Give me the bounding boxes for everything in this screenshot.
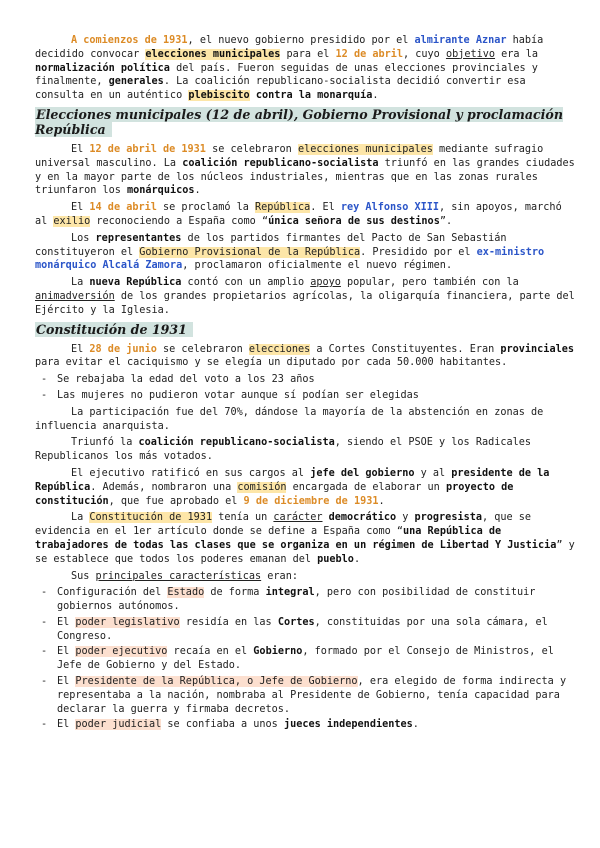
term-highlight: Presidente de la República, o Jefe de Gobierno: [75, 676, 358, 688]
text: Configuración del: [57, 587, 168, 599]
paragraph: [35, 143, 575, 198]
bold-term: una República de trabajadores de todas las clases que se organiza en un régimen de Libertad Y Justicia: [35, 526, 557, 551]
text: , proclamaron oficialmente el nuevo régimen.: [182, 260, 453, 272]
term-highlight: Constitución de 1931: [89, 512, 213, 524]
text: del país. Fueron seguidas de unas elecciones provinciales y finalmente,: [35, 62, 538, 88]
term-highlight: Estado: [167, 587, 205, 599]
characteristics-list: [35, 586, 575, 732]
section-heading-constitucion: [35, 322, 575, 337]
text: tenía un: [212, 512, 274, 524]
text: , era elegido de forma indirecta y representaba a la nación, nombraba al Presidente de Gobierno, tenía capacidad para declarar la guerra y firmaba decretos.: [57, 676, 567, 715]
text: se celebraron: [156, 343, 249, 355]
paragraph: [35, 436, 575, 464]
bullet-list: [35, 373, 575, 403]
list-item: [57, 645, 575, 673]
paragraph: [35, 201, 575, 229]
text: El: [57, 646, 76, 658]
text: de forma: [204, 587, 266, 599]
list-item: - Las mujeres no pudieron votar aunque sí podían ser elegidas: [57, 389, 575, 403]
bold-term: generales: [108, 76, 164, 88]
date-highlight: 12 de abril: [335, 48, 404, 60]
bold-term: representantes: [95, 232, 182, 244]
bold-term: provinciales: [500, 343, 574, 355]
text: a Cortes Constituyentes. Eran: [310, 343, 501, 355]
bold-term: Cortes: [277, 616, 315, 628]
bold-term: coalición republicano-socialista: [182, 157, 379, 169]
heading-text: Constitución de 1931: [35, 322, 193, 337]
text: ”.: [439, 215, 453, 227]
term-highlight: plebiscito: [188, 90, 250, 102]
text: . Presidido por el: [360, 246, 477, 258]
paragraph: [35, 276, 575, 317]
bold-term: normalización política: [35, 62, 170, 74]
list-item: [57, 718, 575, 732]
text: La: [71, 277, 90, 289]
text: , formado por el Consejo de Ministros, el Jefe de Gobierno y del Estado.: [57, 646, 554, 672]
text: triunfó en las grandes ciudades y en la mayor parte de los núcleos industriales, mientras que en las zonas rurales triunfaron los: [35, 157, 575, 197]
term-highlight: elecciones: [248, 343, 311, 355]
text: contó con un amplio: [181, 277, 311, 289]
text: para el: [280, 48, 336, 60]
text: El: [71, 143, 90, 155]
list-item: [57, 586, 575, 614]
text: El: [57, 616, 76, 628]
text: encargada de elaborar un: [286, 481, 446, 493]
paragraph: [35, 511, 575, 566]
text: se proclamó la: [156, 202, 256, 214]
underlined-term: carácter: [273, 512, 323, 524]
underlined-term: apoyo: [310, 277, 341, 289]
text: reconociendo a España como “: [90, 215, 269, 227]
text: El: [57, 719, 76, 731]
text: , que fue aprobado el: [108, 495, 244, 507]
text: El: [71, 343, 90, 355]
paragraph: [35, 570, 575, 584]
date-highlight: 28 de junio: [89, 343, 157, 355]
text: . La coalición republicano-socialista decidió convertir esa consulta en un auténtico: [35, 76, 526, 102]
text: se confiaba a unos: [161, 719, 284, 731]
list-item: - Se rebajaba la edad del voto a los 23 años: [57, 373, 575, 387]
text: , constituidas por una sola cámara, el Congreso.: [57, 616, 548, 642]
intro-paragraph: [35, 34, 575, 103]
list-item: [57, 675, 575, 716]
text: La: [71, 512, 90, 524]
term-highlight: Gobierno Provisional de la República: [139, 246, 361, 258]
name-highlight: rey Alfonso XIII: [340, 202, 440, 214]
bold-term: proyecto de constitución: [35, 481, 514, 507]
bold-term: integral: [265, 587, 315, 599]
bold-term: jefe del gobierno: [310, 467, 415, 479]
bold-term: contra la monarquía: [249, 90, 373, 102]
bold-term: pueblo: [317, 553, 354, 565]
term-highlight: poder judicial: [75, 719, 162, 731]
text: residía en las: [179, 616, 278, 628]
name-highlight: almirante Aznar: [414, 35, 507, 46]
text: para evitar el caciquismo y se elegía un diputado por cada 50.000 habitantes.: [35, 357, 508, 369]
text: El ejecutivo ratificó en sus cargos al: [71, 467, 311, 479]
text: era la: [495, 48, 538, 60]
bold-term: nueva República: [89, 277, 182, 289]
text: , que se evidencia en el 1er artículo donde se define a España como “: [35, 512, 532, 538]
text: ” y se establece que todos los poderes emanan del: [35, 539, 575, 565]
section-heading-elecciones: [35, 107, 575, 137]
text: . El: [310, 202, 341, 214]
text: , siendo el PSOE y los Radicales Republicanos los más votados.: [35, 437, 532, 463]
bold-term: progresista: [414, 512, 482, 524]
text: .: [378, 495, 385, 507]
bold-term: única señora de sus destinos: [268, 215, 440, 227]
text: . Además, nombraron una: [90, 481, 238, 493]
bold-term: coalición republicano-socialista: [138, 437, 335, 449]
term-highlight: República: [255, 202, 311, 214]
paragraph: La participación fue del 70%, dándose la mayoría de la abstención en zonas de influencia anarquista.: [35, 406, 544, 432]
paragraph: [35, 467, 575, 508]
term-highlight: poder legislativo: [75, 616, 180, 628]
text: se celebraron: [205, 143, 298, 155]
bold-term: democrático: [328, 512, 397, 524]
text: , cuyo: [403, 48, 446, 60]
term-highlight: comisión: [237, 481, 287, 493]
text: , pero con posibilidad de constituir gobiernos autónomos.: [57, 587, 536, 613]
paragraph: [35, 232, 575, 273]
name-highlight: ex-ministro monárquico Alcalá Zamora: [35, 246, 545, 272]
paragraph: [35, 343, 575, 371]
text: y al: [414, 467, 452, 479]
text: Sus: [71, 570, 96, 582]
text: El: [57, 676, 76, 688]
term-highlight: poder ejecutivo: [75, 646, 168, 658]
text: de los grandes propietarios agrícolas, la oligarquía financiera, parte del Ejército y la Iglesia.: [35, 290, 575, 316]
bold-term: presidente de la República: [35, 467, 550, 493]
date-highlight: 14 de abril: [89, 202, 157, 214]
term-highlight: exilio: [53, 215, 91, 227]
text: .: [372, 90, 379, 102]
text: , sin apoyos, marchó al: [35, 202, 562, 227]
list-item: [57, 616, 575, 644]
heading-text: Elecciones municipales (12 de abril), Gobierno Provisional y proclamación República: [35, 106, 563, 137]
term-highlight: elecciones municipales: [145, 48, 281, 60]
term-highlight: elecciones municipales: [297, 143, 433, 155]
date-highlight: 12 de abril de 1931: [89, 143, 206, 155]
text: El: [71, 202, 90, 214]
text: .: [353, 553, 361, 565]
text: recaía en el: [167, 646, 254, 658]
text: había decidido convocar: [35, 35, 544, 60]
document-body: [35, 34, 575, 735]
underlined-term: principales características: [95, 570, 262, 582]
text: mediante sufragio universal masculino. La: [35, 143, 544, 169]
text: .: [412, 719, 419, 731]
date-highlight: A comienzos de 1931: [71, 35, 188, 46]
date-highlight: 9 de diciembre de 1931: [243, 495, 379, 507]
text: popular, pero también con la: [340, 277, 519, 289]
bold-term: Gobierno: [253, 646, 303, 658]
text: Triunfó la: [71, 437, 139, 449]
underlined-term: objetivo: [445, 48, 496, 60]
text: y: [396, 512, 415, 524]
underlined-term: animadversión: [35, 290, 115, 302]
text: , el nuevo gobierno presidido por el: [187, 35, 415, 46]
text: Los: [71, 232, 96, 244]
text: .: [194, 185, 201, 197]
text: eran:: [261, 570, 298, 582]
text: de los partidos firmantes del Pacto de San Sebastián constituyeron el: [35, 232, 507, 258]
bold-term: monárquicos: [127, 185, 195, 197]
bold-term: jueces independientes: [283, 719, 413, 731]
